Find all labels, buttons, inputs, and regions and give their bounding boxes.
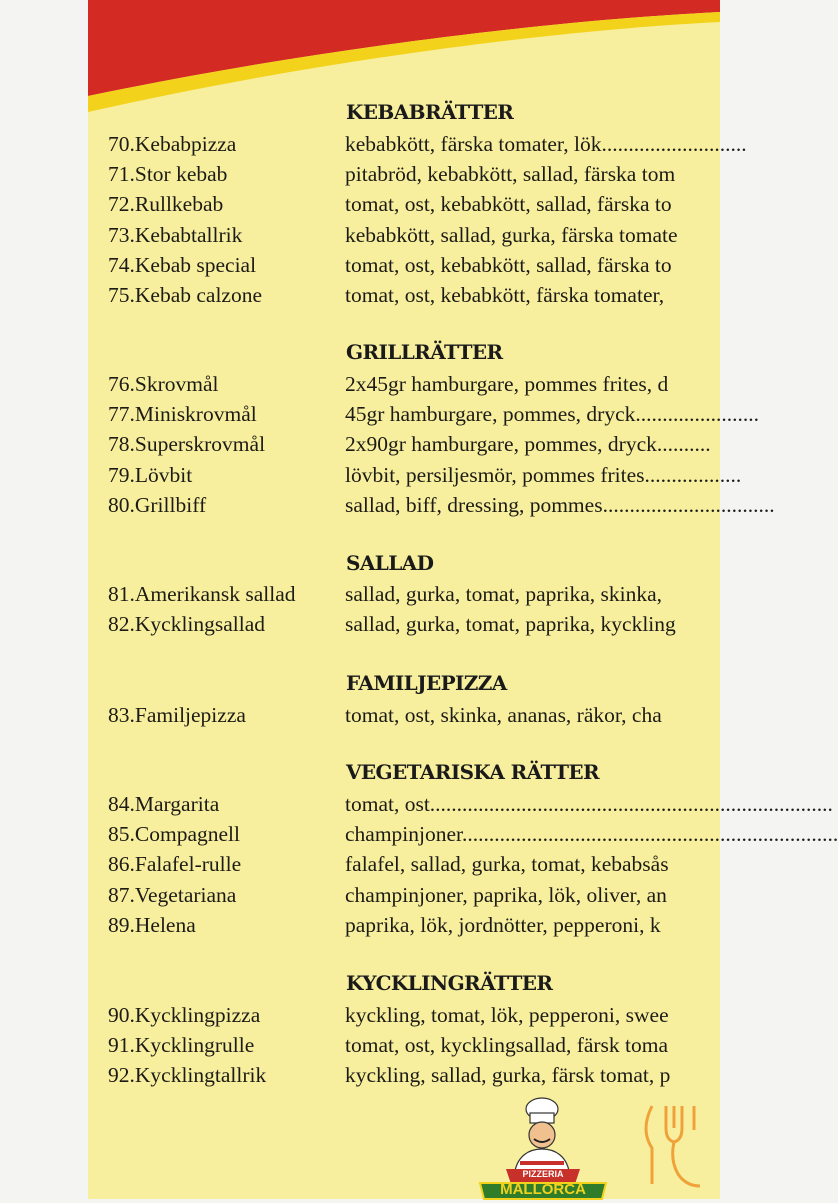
menu-item — [108, 703, 728, 733]
menu-item-name: 74.Kebab special — [108, 252, 257, 277]
section-title: GRILLRÄTTER — [346, 340, 503, 364]
menu-item — [108, 913, 728, 943]
menu-item-description: paprika, lök, jordnötter, pepperoni, k — [345, 912, 661, 937]
menu-item-name: 92.Kycklingtallrik — [108, 1063, 267, 1088]
menu-item-name: 71.Stor kebab — [108, 162, 228, 187]
menu-item-description: 2x90gr hamburgare, pommes, dryck.......... — [345, 432, 711, 457]
menu-item-name: 75.Kebab calzone — [108, 283, 263, 307]
menu-item-description: 45gr hamburgare, pommes, dryck....................... — [345, 402, 760, 427]
menu-item-name: 90.Kycklingpizza — [108, 1003, 261, 1027]
menu-item-name: 81.Amerikansk sallad — [108, 582, 296, 606]
menu-item — [108, 253, 728, 283]
menu-item-name: 70.Kebabpizza — [108, 132, 237, 156]
menu-item-description: kebabkött, sallad, gurka, färska tomate — [345, 222, 678, 247]
menu-item — [108, 132, 747, 162]
menu-item-description: champinjoner...................................................................... — [345, 822, 838, 847]
section-title: VEGETARISKA RÄTTER — [346, 760, 600, 784]
menu-item-description: sallad, gurka, tomat, paprika, kyckling — [345, 612, 676, 637]
logo-line1: PIZZERIA — [522, 1169, 564, 1179]
menu-item-name: 77.Miniskrovmål — [108, 402, 257, 427]
menu-item-description: falafel, sallad, gurka, tomat, kebabsås — [345, 852, 669, 877]
menu-item — [108, 462, 742, 493]
menu-item-name: 87.Vegetariana — [108, 882, 237, 907]
menu-item-name: 79.Lövbit — [108, 462, 193, 487]
menu-item-description: champinjoner, paprika, lök, oliver, an — [345, 882, 667, 907]
menu-item — [108, 1003, 728, 1033]
menu-item-description: tomat, ost, kebabkött, sallad, färska to — [345, 252, 672, 277]
menu-item — [108, 852, 728, 882]
menu-item — [108, 283, 728, 313]
pizzeria-logo — [476, 1095, 610, 1199]
menu-item-description: tomat, ost, skinka, ananas, räkor, cha — [345, 703, 662, 727]
section-title: KYCKLINGRÄTTER — [346, 971, 553, 995]
menu-item-description: 2x45gr hamburgare, pommes frites, d — [345, 372, 669, 396]
menu-item-description: pitabröd, kebabkött, sallad, färska tom — [345, 162, 676, 187]
menu-item-description: sallad, biff, dressing, pommes................................ — [345, 492, 775, 517]
menu-item — [108, 792, 833, 822]
menu-item-description: tomat, ost........................................................................... — [345, 792, 833, 816]
menu-item — [108, 402, 760, 432]
fork-knife-icon — [630, 1100, 720, 1190]
menu-item-name: 73.Kebabtallrik — [108, 222, 243, 247]
menu-item — [108, 582, 728, 612]
menu-item-name: 86.Falafel-rulle — [108, 852, 242, 877]
menu-item — [108, 162, 728, 192]
menu-item-description: kebabkött, färska tomater, lök........................... — [345, 132, 747, 156]
menu-item-name: 84.Margarita — [108, 792, 220, 816]
menu-item — [108, 1033, 728, 1063]
menu-item — [108, 372, 728, 402]
menu-item-name: 80.Grillbiff — [108, 492, 207, 517]
menu-item-description: tomat, ost, kebabkött, sallad, färska to — [345, 192, 672, 217]
menu-item — [108, 192, 728, 222]
header-band — [88, 0, 720, 115]
menu-item-description: tomat, ost, kycklingsallad, färsk toma — [345, 1033, 669, 1058]
menu-item-name: 82.Kycklingsallad — [108, 612, 266, 637]
logo-line2: MALLORCA — [500, 1181, 586, 1198]
section-title: SALLAD — [346, 551, 434, 575]
menu-page — [88, 0, 838, 1199]
section-title: KEBABRÄTTER — [346, 100, 514, 124]
menu-item-description: sallad, gurka, tomat, paprika, skinka, — [345, 582, 663, 606]
menu-item-description: kyckling, tomat, lök, pepperoni, swee — [345, 1003, 669, 1027]
menu-item-name: 85.Compagnell — [108, 822, 240, 847]
section-title: FAMILJEPIZZA — [346, 671, 507, 695]
menu-item — [108, 822, 838, 852]
menu-item — [108, 883, 728, 913]
menu-item — [108, 223, 728, 253]
menu-item — [108, 612, 728, 642]
menu-item — [108, 492, 775, 523]
menu-item-name: 91.Kycklingrulle — [108, 1033, 255, 1058]
menu-item-name: 76.Skrovmål — [108, 372, 219, 396]
menu-item — [108, 1063, 728, 1093]
menu-item-name: 78.Superskrovmål — [108, 432, 266, 457]
menu-item-description: tomat, ost, kebabkött, färska tomater, — [345, 283, 665, 307]
menu-item-description: lövbit, persiljesmör, pommes frites.................. — [345, 462, 742, 487]
menu-item-name: 83.Familjepizza — [108, 703, 246, 727]
menu-item-name: 89.Helena — [108, 912, 196, 937]
menu-item-description: kyckling, sallad, gurka, färsk tomat, p — [345, 1063, 671, 1088]
menu-item — [108, 432, 728, 462]
menu-item-name: 72.Rullkebab — [108, 192, 224, 217]
